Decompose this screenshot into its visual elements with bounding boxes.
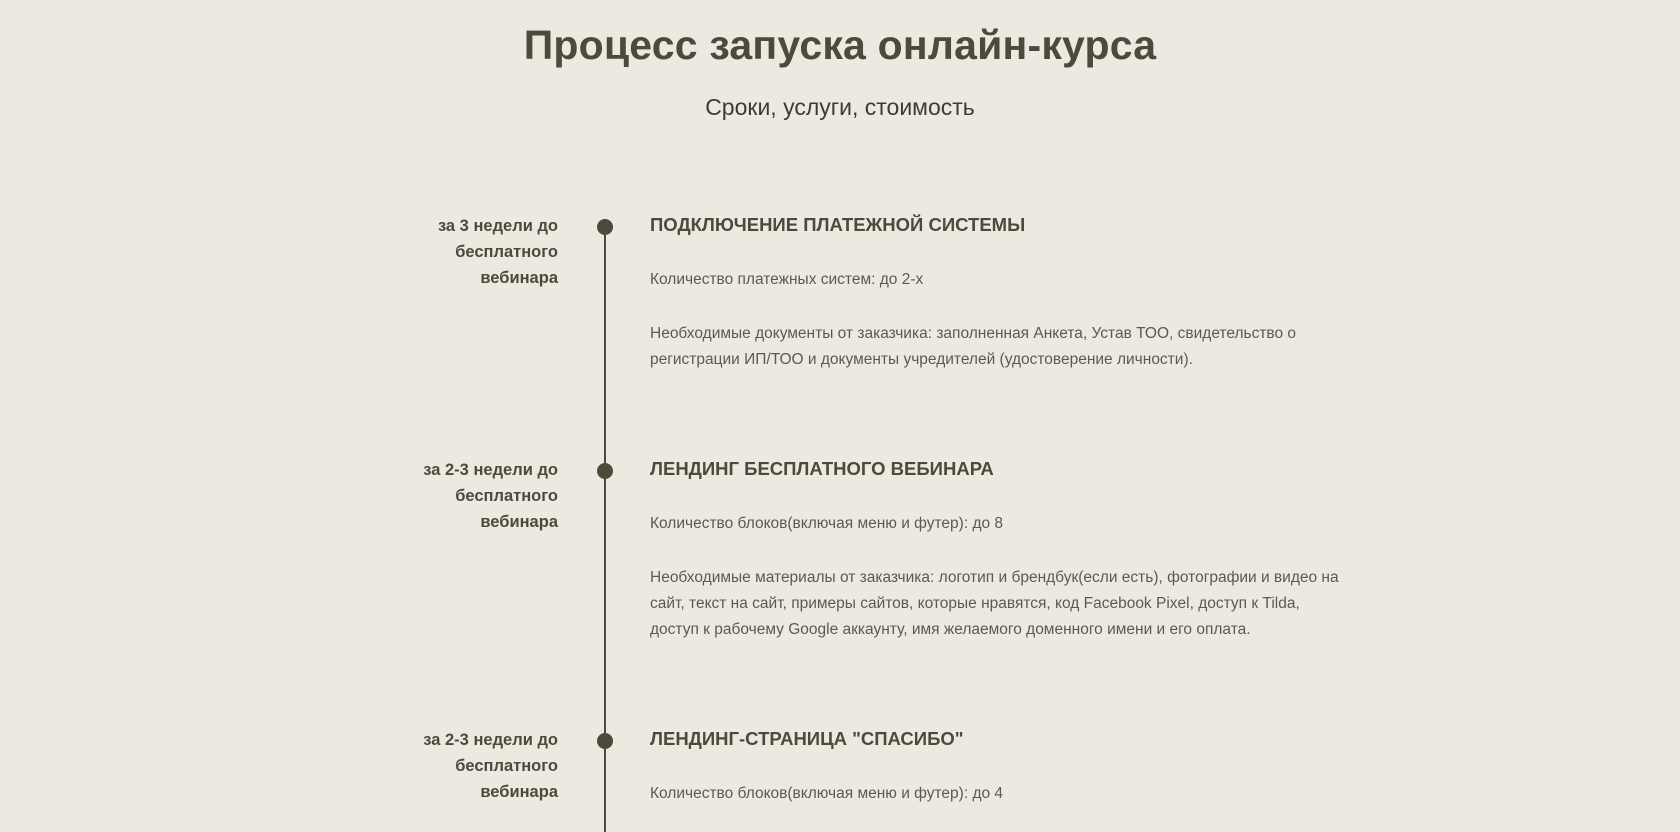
timeline-dot [597,219,613,235]
step-time-label: за 2-3 недели до бесплатного вебинара [423,461,558,531]
step-title: ЛЕНДИНГ БЕСПЛАТНОГО ВЕБИНАРА [650,458,994,479]
step-content [650,727,1340,807]
step-title: ЛЕНДИНГ-СТРАНИЦА "СПАСИБО" [650,728,964,749]
step-title: ПОДКЛЮЧЕНИЕ ПЛАТЕЖНОЙ СИСТЕМЫ [650,214,1026,235]
step-content [650,213,1340,373]
step-content [650,457,1340,643]
timeline-dot [597,733,613,749]
step-detail: Количество платежных систем: до 2-х [650,271,924,288]
step-materials: Необходимые документы от заказчика: заполненная Анкета, Устав ТОО, свидетельство о регистрации ИП/ТОО и документы учредителей (удостоверение личности). [650,325,1297,368]
step-detail: Количество блоков(включая меню и футер): до 8 [650,515,1004,532]
step-time-label: за 2-3 недели до бесплатного вебинара [423,731,558,801]
page-subtitle: Сроки, услуги, стоимость [705,94,975,120]
page-title: Процесс запуска онлайн-курса [523,22,1157,68]
step-time-label: за 3 недели до бесплатного вебинара [437,217,558,287]
step-materials: Необходимые материалы от заказчика: логотип и брендбук(если есть), фотографии и видео на сайт, текст на сайт, примеры сайтов, которые нравятся, код Facebook Pixel, доступ к Tilda, доступ к рабочему Google аккаунту, имя желаемого доменного имени и его оплата. [650,569,1339,638]
step-detail: Количество блоков(включая меню и футер): до 4 [650,785,1004,802]
timeline-dot [597,463,613,479]
